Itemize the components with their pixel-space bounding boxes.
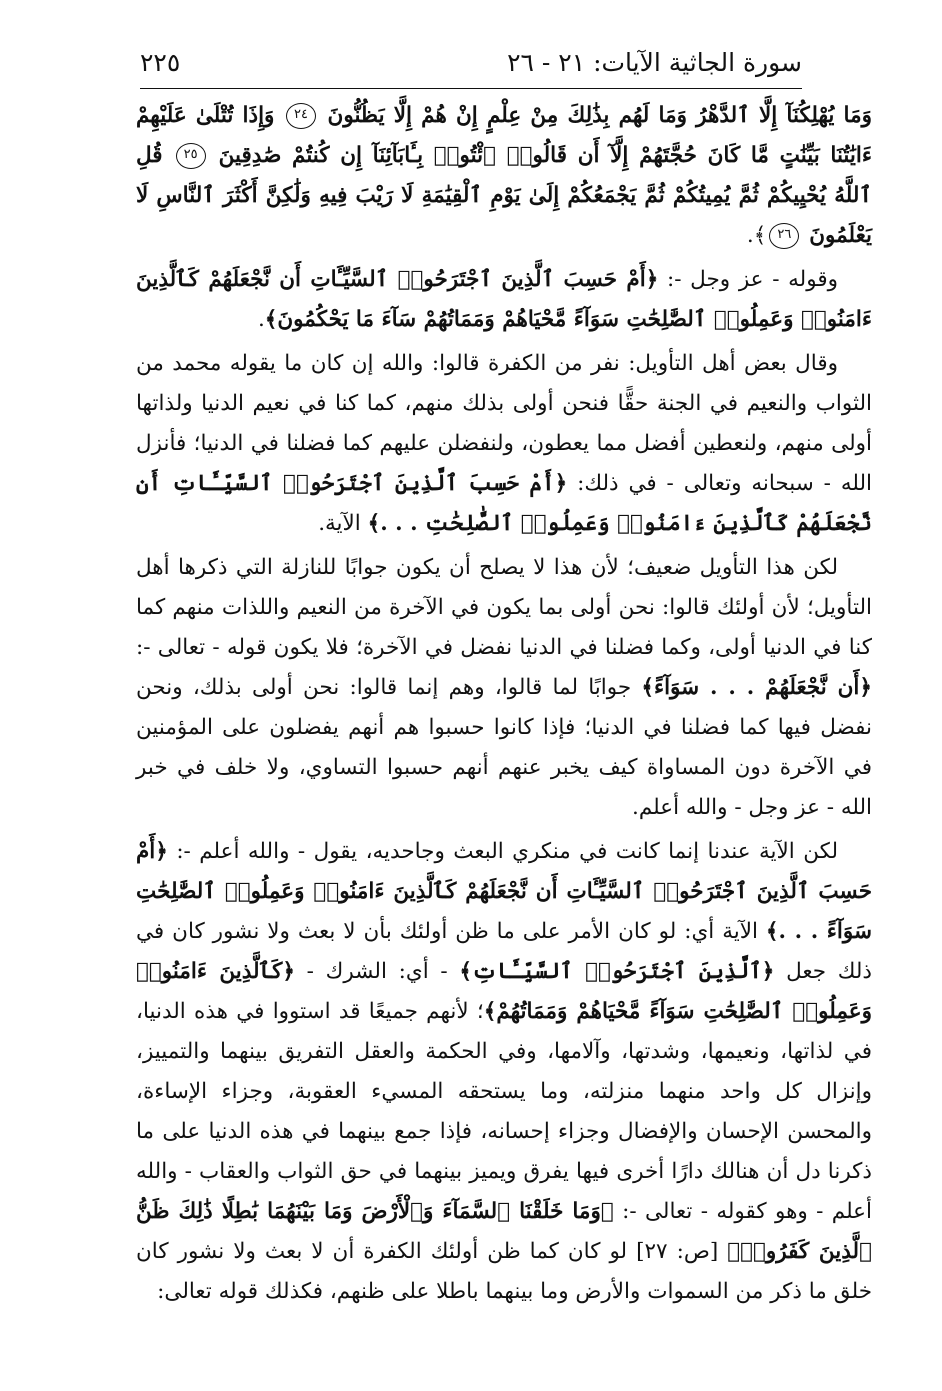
commentary-text: وقال بعض أهل التأويل: نفر من الكفرة قالوا: والله إن كان ما يقوله محمد من الثواب والنعيم في الجنة حقًّا فنحن أولى بذلك منهم، كما كنا في نعيم الدنيا ولذاتها أولى منهم، ولنعطين أفضل مما يعطون، ولنفضلن عليهم كما فضلنا في الدنيا؛ فأنزل الله - سبحانه وتعالى - في ذلك:: [136, 351, 872, 496]
ayah-number-marker: ٢٥: [176, 143, 206, 169]
quran-quote: ﴿أَمْ حَسِبَ ٱلَّذِينَ ٱجْتَرَحُوا۟ ٱلسَّيِّـَٔاتِ أَن نَّجْعَلَهُمْ كَٱلَّذِينَ ءَامَنُوا۟ وَعَمِلُوا۟ ٱلصَّٰلِحَٰتِ سَوَآءً . . .﴾: [136, 839, 872, 944]
commentary-text: [ص: ٢٧] لو كان كما ظن أولئك الكفرة أن لا بعث ولا نشور كان خلق ما ذكر من السموات والأرض وما بينهما باطلا على ظنهم، فكذلك قوله تعالى:: [136, 1239, 872, 1304]
verse-text-25: وَإِذَا تُتْلَىٰ عَلَيْهِمْ ءَايَٰتُنَا بَيِّنَٰتٍ مَّا كَانَ حُجَّتَهُمْ إِلَّآ أَن قَالُوا۟ ٱئْتُوا۟ بِـَٔابَآئِنَآ إِن كُنتُمْ صَٰدِقِينَ: [136, 103, 872, 168]
verse-text-24: وَمَا يُهْلِكُنَآ إِلَّا ٱلدَّهْرُ وَمَا لَهُم بِذَٰلِكَ مِنْ عِلْمٍ إِنْ هُمْ إِلَّا يَظُنُّونَ: [327, 103, 872, 128]
ayah-number-marker: ٢٤: [286, 103, 316, 129]
commentary-text: الآية أي: لو كان الأمر على ما ظن أولئك بأن لا بعث ولا نشور كان في ذلك جعل: [136, 919, 872, 984]
quran-quote: ﴿أَن نَّجْعَلَهُمْ . . . سَوَآءً﴾: [641, 675, 872, 700]
commentary-text: - أي: الشرك -: [294, 959, 460, 984]
commentary-text: لكن الآية عندنا إنما كانت في منكري البعث وجاحديه، يقول - والله أعلم -:: [167, 839, 838, 864]
commentary-paragraph: [136, 832, 872, 1312]
page-body: [136, 96, 872, 1316]
quran-quote: ﴿أَمْ حَسِبَ ٱلَّذِينَ ٱجْتَرَحُوا۟ ٱلسَّيِّـَٔاتِ أَن نَّجْعَلَهُمْ كَٱلَّذِينَ ءَامَنُوا۟ وَعَمِلُوا۟ ٱلصَّٰلِحَٰتِ سَوَآءً مَّحْيَاهُمْ وَمَمَاتُهُمْ سَآءَ مَا يَحْكُمُونَ﴾: [136, 267, 872, 332]
commentary-paragraph: [136, 344, 872, 544]
commentary-text: الآية.: [318, 511, 368, 536]
commentary-text: وقوله - عز وجل -:: [658, 267, 838, 292]
verse-end-bracket: ﴾.: [746, 223, 767, 248]
commentary-paragraph: [136, 260, 872, 340]
verse-text-26: قُلِ ٱللَّهُ يُحْيِيكُمْ ثُمَّ يُمِيتُكُمْ ثُمَّ يَجْمَعُكُمْ إِلَىٰ يَوْمِ ٱلْقِيَٰمَةِ لَا رَيْبَ فِيهِ وَلَٰكِنَّ أَكْثَرَ ٱلنَّاسِ لَا يَعْلَمُونَ: [136, 143, 872, 248]
quran-quote: ﴿أَمْ حَسِبَ ٱلَّذِينَ ٱجْتَرَحُوا۟ ٱلسَّيِّـَٔاتِ أَن نَّجْعَلَهُمْ كَٱلَّذِينَ ءَامَنُوا۟ وَعَمِلُوا۟ ٱلصَّٰلِحَٰتِ . . .﴾: [136, 471, 872, 536]
commentary-paragraph: [136, 548, 872, 828]
commentary-text: لكن هذا التأويل ضعيف؛ لأن هذا لا يصلح أن يكون جوابًا للنازلة التي ذكرها أهل التأويل؛ لأن أولئك قالوا: نحن أولى بما يكون في الآخرة من النعيم واللذات منهم كما كنا في الدنيا أولى، وكما فضلنا في الدنيا نفضل في الآخرة؛ فلا يكون قوله - تعالى -:: [136, 555, 872, 660]
quran-quote: ﴿ٱلَّذِينَ ٱجْتَرَحُوا۟ ٱلسَّيِّـَٔاتِ﴾: [459, 959, 775, 984]
quran-quote: ﴿كَٱلَّذِينَ ءَامَنُوا۟ وَعَمِلُوا۟ ٱلصَّٰلِحَٰتِ سَوَآءً مَّحْيَاهُمْ وَمَمَاتُهُمْ﴾: [136, 959, 872, 1024]
page-header: [140, 44, 802, 89]
commentary-text: جوابًا لما قالوا، وهم إنما قالوا: نحن أولى بذلك، ونحن نفضل فيها كما فضلنا في الدنيا؛ فإذا كانوا حسبوا هم أنهم يفضلون على المؤمنين في الآخرة دون المساواة كيف يخبر عنهم أنهم حسبوا التساوي، ولا خلف في خبر الله - عز وجل - والله أعلم.: [136, 675, 872, 820]
ayah-number-marker: ٢٦: [769, 223, 799, 249]
commentary-text: ؛ لأنهم جميعًا قد استووا في هذه الدنيا، في لذاتها، ونعيمها، وشدتها، وآلامها، وفي الحكمة والعقل التفريق بينهما والتمييز، وإنزال كل واحد منهما منزلته، وما يستحقه المسيء العقوبة، وجزاء الإساءة، والمحسن الإحسان والإفضال وجزاء إحسانه، فإذا جمع بينهما في هذه الدنيا على ما ذكرنا دل أن هنالك دارًا أخرى فيها يفرق ويميز بينهما في حق الثواب والعقاب - والله أعلم - وهو كقوله - تعالى -:: [136, 999, 872, 1224]
quran-verses: [136, 96, 872, 256]
surah-title: سورة الجاثية الآيات: ٢١ - ٢٦: [507, 48, 802, 77]
commentary-text: .: [257, 307, 265, 332]
quran-quote: ﴿وَمَا خَلَقْنَا ٱلسَّمَآءَ وَٱلْأَرْضَ وَمَا بَيْنَهُمَا بَٰطِلًا ذَٰلِكَ ظَنُّ ٱلَّذِينَ كَفَرُوا۟﴾: [136, 1199, 872, 1264]
page-number: ٢٢٥: [140, 48, 181, 77]
